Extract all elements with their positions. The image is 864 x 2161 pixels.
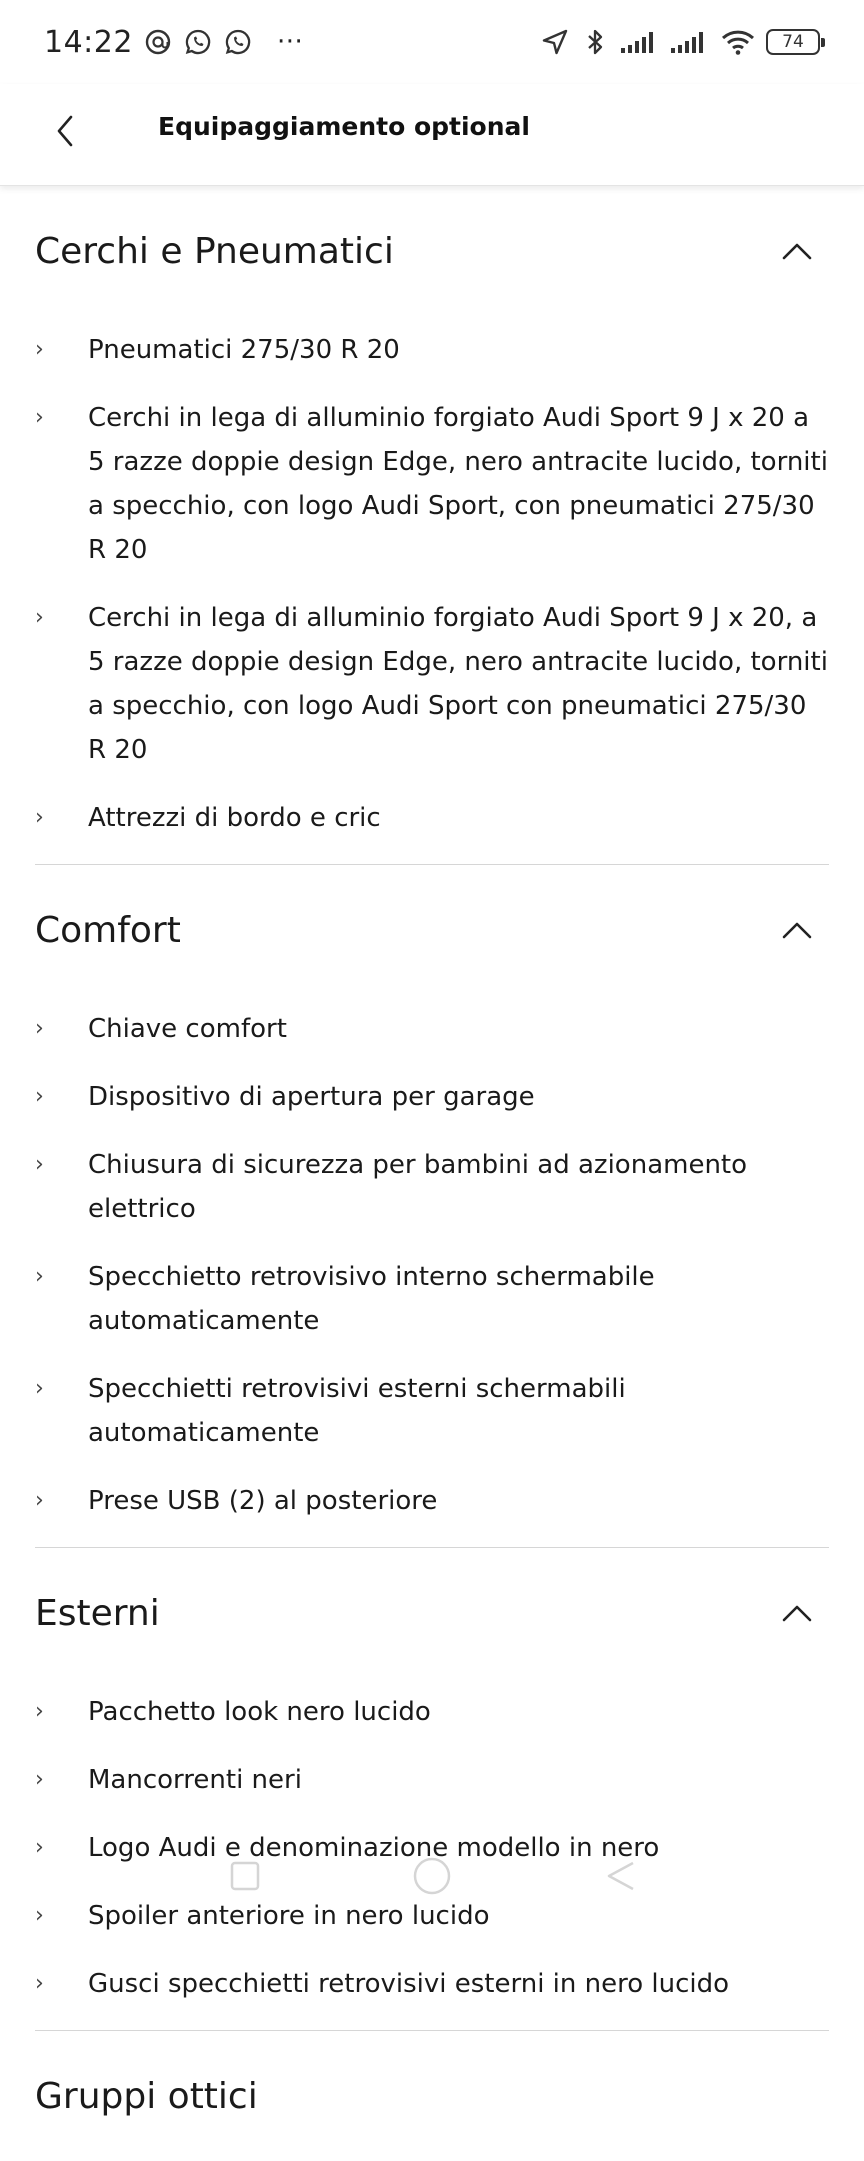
app-header bbox=[0, 84, 864, 186]
list-item[interactable] bbox=[35, 1131, 829, 1243]
list-item[interactable] bbox=[35, 1950, 829, 2018]
chevron-right-icon: › bbox=[35, 1699, 44, 1724]
chevron-right-icon: › bbox=[35, 805, 44, 830]
signal-icon bbox=[620, 27, 660, 57]
chevron-right-icon: › bbox=[35, 1835, 44, 1860]
item-label: Logo Audi e denominazione modello in nero bbox=[88, 1833, 660, 1863]
chevron-right-icon: › bbox=[35, 1376, 44, 1401]
section-header[interactable] bbox=[35, 1548, 829, 1678]
whatsapp-icon bbox=[183, 27, 213, 57]
section-comfort bbox=[0, 865, 864, 1547]
chevron-right-icon: › bbox=[35, 1903, 44, 1928]
chevron-right-icon: › bbox=[35, 1264, 44, 1289]
status-left bbox=[44, 25, 303, 60]
chevron-right-icon: › bbox=[35, 1767, 44, 1792]
section-title: Gruppi ottici bbox=[35, 2075, 258, 2117]
list-item[interactable] bbox=[35, 1746, 829, 1814]
section-header[interactable] bbox=[35, 865, 829, 995]
section-esterni bbox=[0, 1548, 864, 2030]
list-item[interactable] bbox=[35, 584, 829, 784]
list-item[interactable] bbox=[35, 1243, 829, 1355]
item-label: Specchietto retrovisivo interno schermabile automaticamente bbox=[88, 1262, 655, 1336]
list-item[interactable] bbox=[35, 1467, 829, 1535]
item-label: Chiusura di sicurezza per bambini ad azionamento elettrico bbox=[88, 1150, 748, 1224]
bluetooth-icon bbox=[580, 27, 610, 57]
chevron-left-icon bbox=[54, 114, 76, 148]
item-label: Cerchi in lega di alluminio forgiato Audi Sport 9 J x 20, a 5 razze doppie design Edge, nero antracite lucido, torniti a specchio, con logo Audi Sport con pneumatici 275/30 R 20 bbox=[88, 603, 828, 765]
chevron-up-icon[interactable] bbox=[777, 231, 817, 271]
list-item[interactable] bbox=[35, 1063, 829, 1131]
section-cerchi-e-pneumatici bbox=[0, 186, 864, 864]
item-list bbox=[35, 995, 829, 1547]
item-label: Mancorrenti neri bbox=[88, 1765, 302, 1795]
chevron-right-icon: › bbox=[35, 1016, 44, 1041]
chevron-right-icon: › bbox=[35, 1084, 44, 1109]
home-button[interactable] bbox=[407, 1851, 457, 1901]
threads-icon bbox=[143, 27, 173, 57]
section-header[interactable] bbox=[35, 2031, 829, 2161]
chevron-up-icon[interactable] bbox=[777, 910, 817, 950]
item-label: Prese USB (2) al posteriore bbox=[88, 1486, 438, 1516]
item-label: Gusci specchietti retrovisivi esterni in nero lucido bbox=[88, 1969, 730, 1999]
status-bar bbox=[0, 0, 864, 84]
signal-icon bbox=[670, 27, 710, 57]
list-item[interactable] bbox=[35, 316, 829, 384]
list-item[interactable] bbox=[35, 995, 829, 1063]
wifi-icon bbox=[720, 27, 756, 57]
chevron-right-icon: › bbox=[35, 405, 44, 430]
list-item[interactable] bbox=[35, 1355, 829, 1467]
back-button[interactable] bbox=[40, 106, 90, 156]
chevron-right-icon: › bbox=[35, 1971, 44, 1996]
list-item[interactable] bbox=[35, 384, 829, 584]
section-title: Comfort bbox=[35, 909, 181, 951]
battery-indicator: 74 bbox=[766, 29, 820, 55]
item-label: Specchietti retrovisivi esterni schermabili automaticamente bbox=[88, 1374, 626, 1448]
item-label: Chiave comfort bbox=[88, 1014, 287, 1044]
chevron-right-icon: › bbox=[35, 1488, 44, 1513]
item-label: Attrezzi di bordo e cric bbox=[88, 803, 381, 833]
status-time: 14:22 bbox=[44, 24, 133, 60]
triangle-back-icon bbox=[603, 1859, 637, 1893]
more-notifications-icon: ··· bbox=[276, 27, 304, 57]
section-header[interactable] bbox=[35, 186, 829, 316]
item-label: Pneumatici 275/30 R 20 bbox=[88, 335, 400, 365]
recents-button[interactable] bbox=[220, 1851, 270, 1901]
status-right bbox=[540, 27, 820, 57]
item-label: Dispositivo di apertura per garage bbox=[88, 1082, 535, 1112]
whatsapp-icon bbox=[223, 27, 253, 57]
chevron-right-icon: › bbox=[35, 1152, 44, 1177]
system-nav-bar bbox=[0, 1845, 864, 1920]
nav-back-button[interactable] bbox=[595, 1851, 645, 1901]
location-icon bbox=[540, 27, 570, 57]
circle-icon bbox=[411, 1855, 453, 1897]
chevron-right-icon: › bbox=[35, 337, 44, 362]
list-item[interactable] bbox=[35, 784, 829, 852]
section-title: Cerchi e Pneumatici bbox=[35, 230, 394, 272]
list-item[interactable] bbox=[35, 1678, 829, 1746]
chevron-up-icon[interactable] bbox=[777, 1593, 817, 1633]
square-icon bbox=[228, 1859, 262, 1893]
item-label: Pacchetto look nero lucido bbox=[88, 1697, 431, 1727]
chevron-right-icon: › bbox=[35, 605, 44, 630]
item-list bbox=[35, 316, 829, 864]
section-title: Esterni bbox=[35, 1592, 160, 1634]
item-label: Spoiler anteriore in nero lucido bbox=[88, 1901, 490, 1931]
page-title: Equipaggiamento optional bbox=[158, 112, 530, 141]
section-gruppi-ottici bbox=[0, 2031, 864, 2161]
item-label: Cerchi in lega di alluminio forgiato Audi Sport 9 J x 20 a 5 razze doppie design Edge, nero antracite lucido, torniti a specchio, con logo Audi Sport, con pneumatici 275/30 R 20 bbox=[88, 403, 828, 565]
